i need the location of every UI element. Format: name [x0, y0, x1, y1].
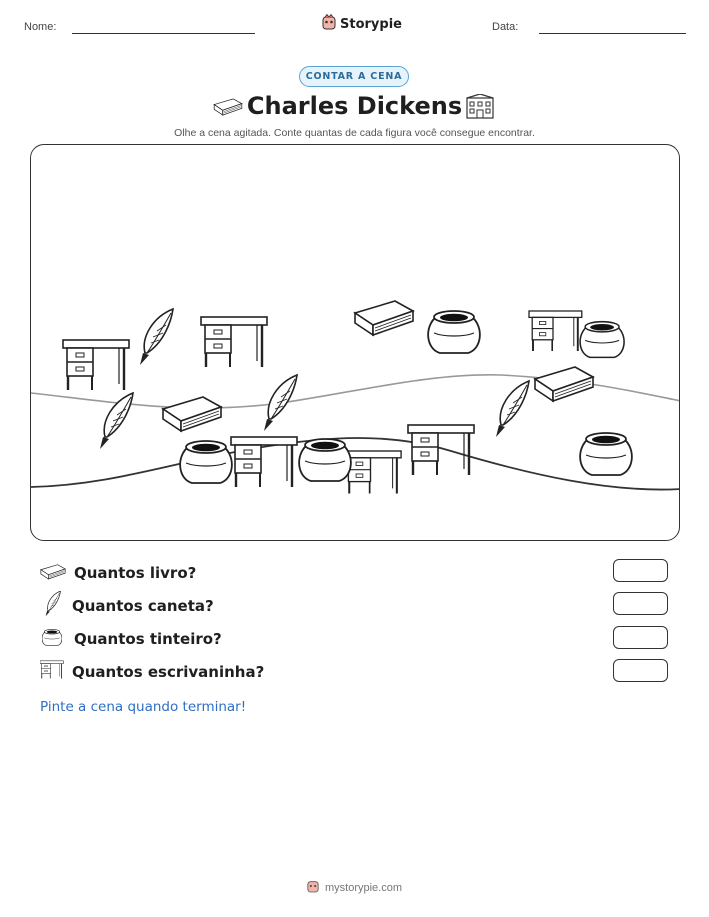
- desk: [529, 311, 582, 351]
- desk: [408, 425, 474, 475]
- finish-note: Pinte a cena quando terminar!: [40, 699, 247, 715]
- inkwell: [428, 311, 480, 353]
- name-field[interactable]: [72, 33, 255, 34]
- answer-box-desks[interactable]: [613, 659, 668, 682]
- title-building-icon: [465, 94, 495, 124]
- question-books: [40, 560, 196, 586]
- inkwell: [180, 441, 232, 483]
- quill-pen-icon: [40, 591, 64, 621]
- book: [163, 397, 221, 431]
- quill-pen: [264, 375, 297, 431]
- instructions: Olhe a cena agitada. Conte quantas de cada figura você consegue encontrar.: [174, 127, 535, 139]
- question-text: Quantos tinteiro?: [74, 630, 222, 648]
- desk-icon: [40, 660, 64, 684]
- question-text: Quantos livro?: [74, 564, 197, 582]
- date-field[interactable]: [539, 33, 686, 34]
- answer-box-quills[interactable]: [613, 592, 668, 615]
- desk: [345, 451, 401, 494]
- question-desks: [40, 659, 264, 685]
- book-icon: [40, 562, 66, 584]
- inkwell: [580, 322, 624, 358]
- storypie-mascot-icon: [307, 879, 319, 896]
- brand-name: Storypie: [340, 16, 402, 32]
- quill-pen: [140, 309, 173, 365]
- desk: [63, 340, 129, 390]
- answer-box-inkwells[interactable]: [613, 626, 668, 649]
- inkwell: [580, 433, 632, 475]
- question-quills: [40, 593, 214, 619]
- question-text: Quantos escrivaninha?: [72, 663, 265, 681]
- footer: [0, 879, 709, 896]
- question-text: Quantos caneta?: [72, 597, 214, 615]
- date-label: Data:: [492, 21, 519, 33]
- answer-box-books[interactable]: [613, 559, 668, 582]
- book: [355, 301, 413, 335]
- page-title: Charles Dickens: [246, 92, 463, 120]
- question-inkwells: [40, 626, 222, 652]
- desk: [231, 437, 297, 487]
- quill-pen: [496, 381, 529, 437]
- inkwell-icon: [42, 628, 62, 651]
- footer-site: mystorypie.com: [324, 881, 403, 894]
- activity-badge: CONTAR A CENA: [299, 66, 409, 87]
- brand-logo: [322, 14, 402, 34]
- desk: [201, 317, 267, 367]
- inkwell: [299, 439, 351, 481]
- book: [535, 367, 593, 401]
- storypie-mascot-icon: [322, 14, 336, 34]
- counting-scene: [30, 144, 680, 541]
- name-label: Nome:: [24, 21, 57, 33]
